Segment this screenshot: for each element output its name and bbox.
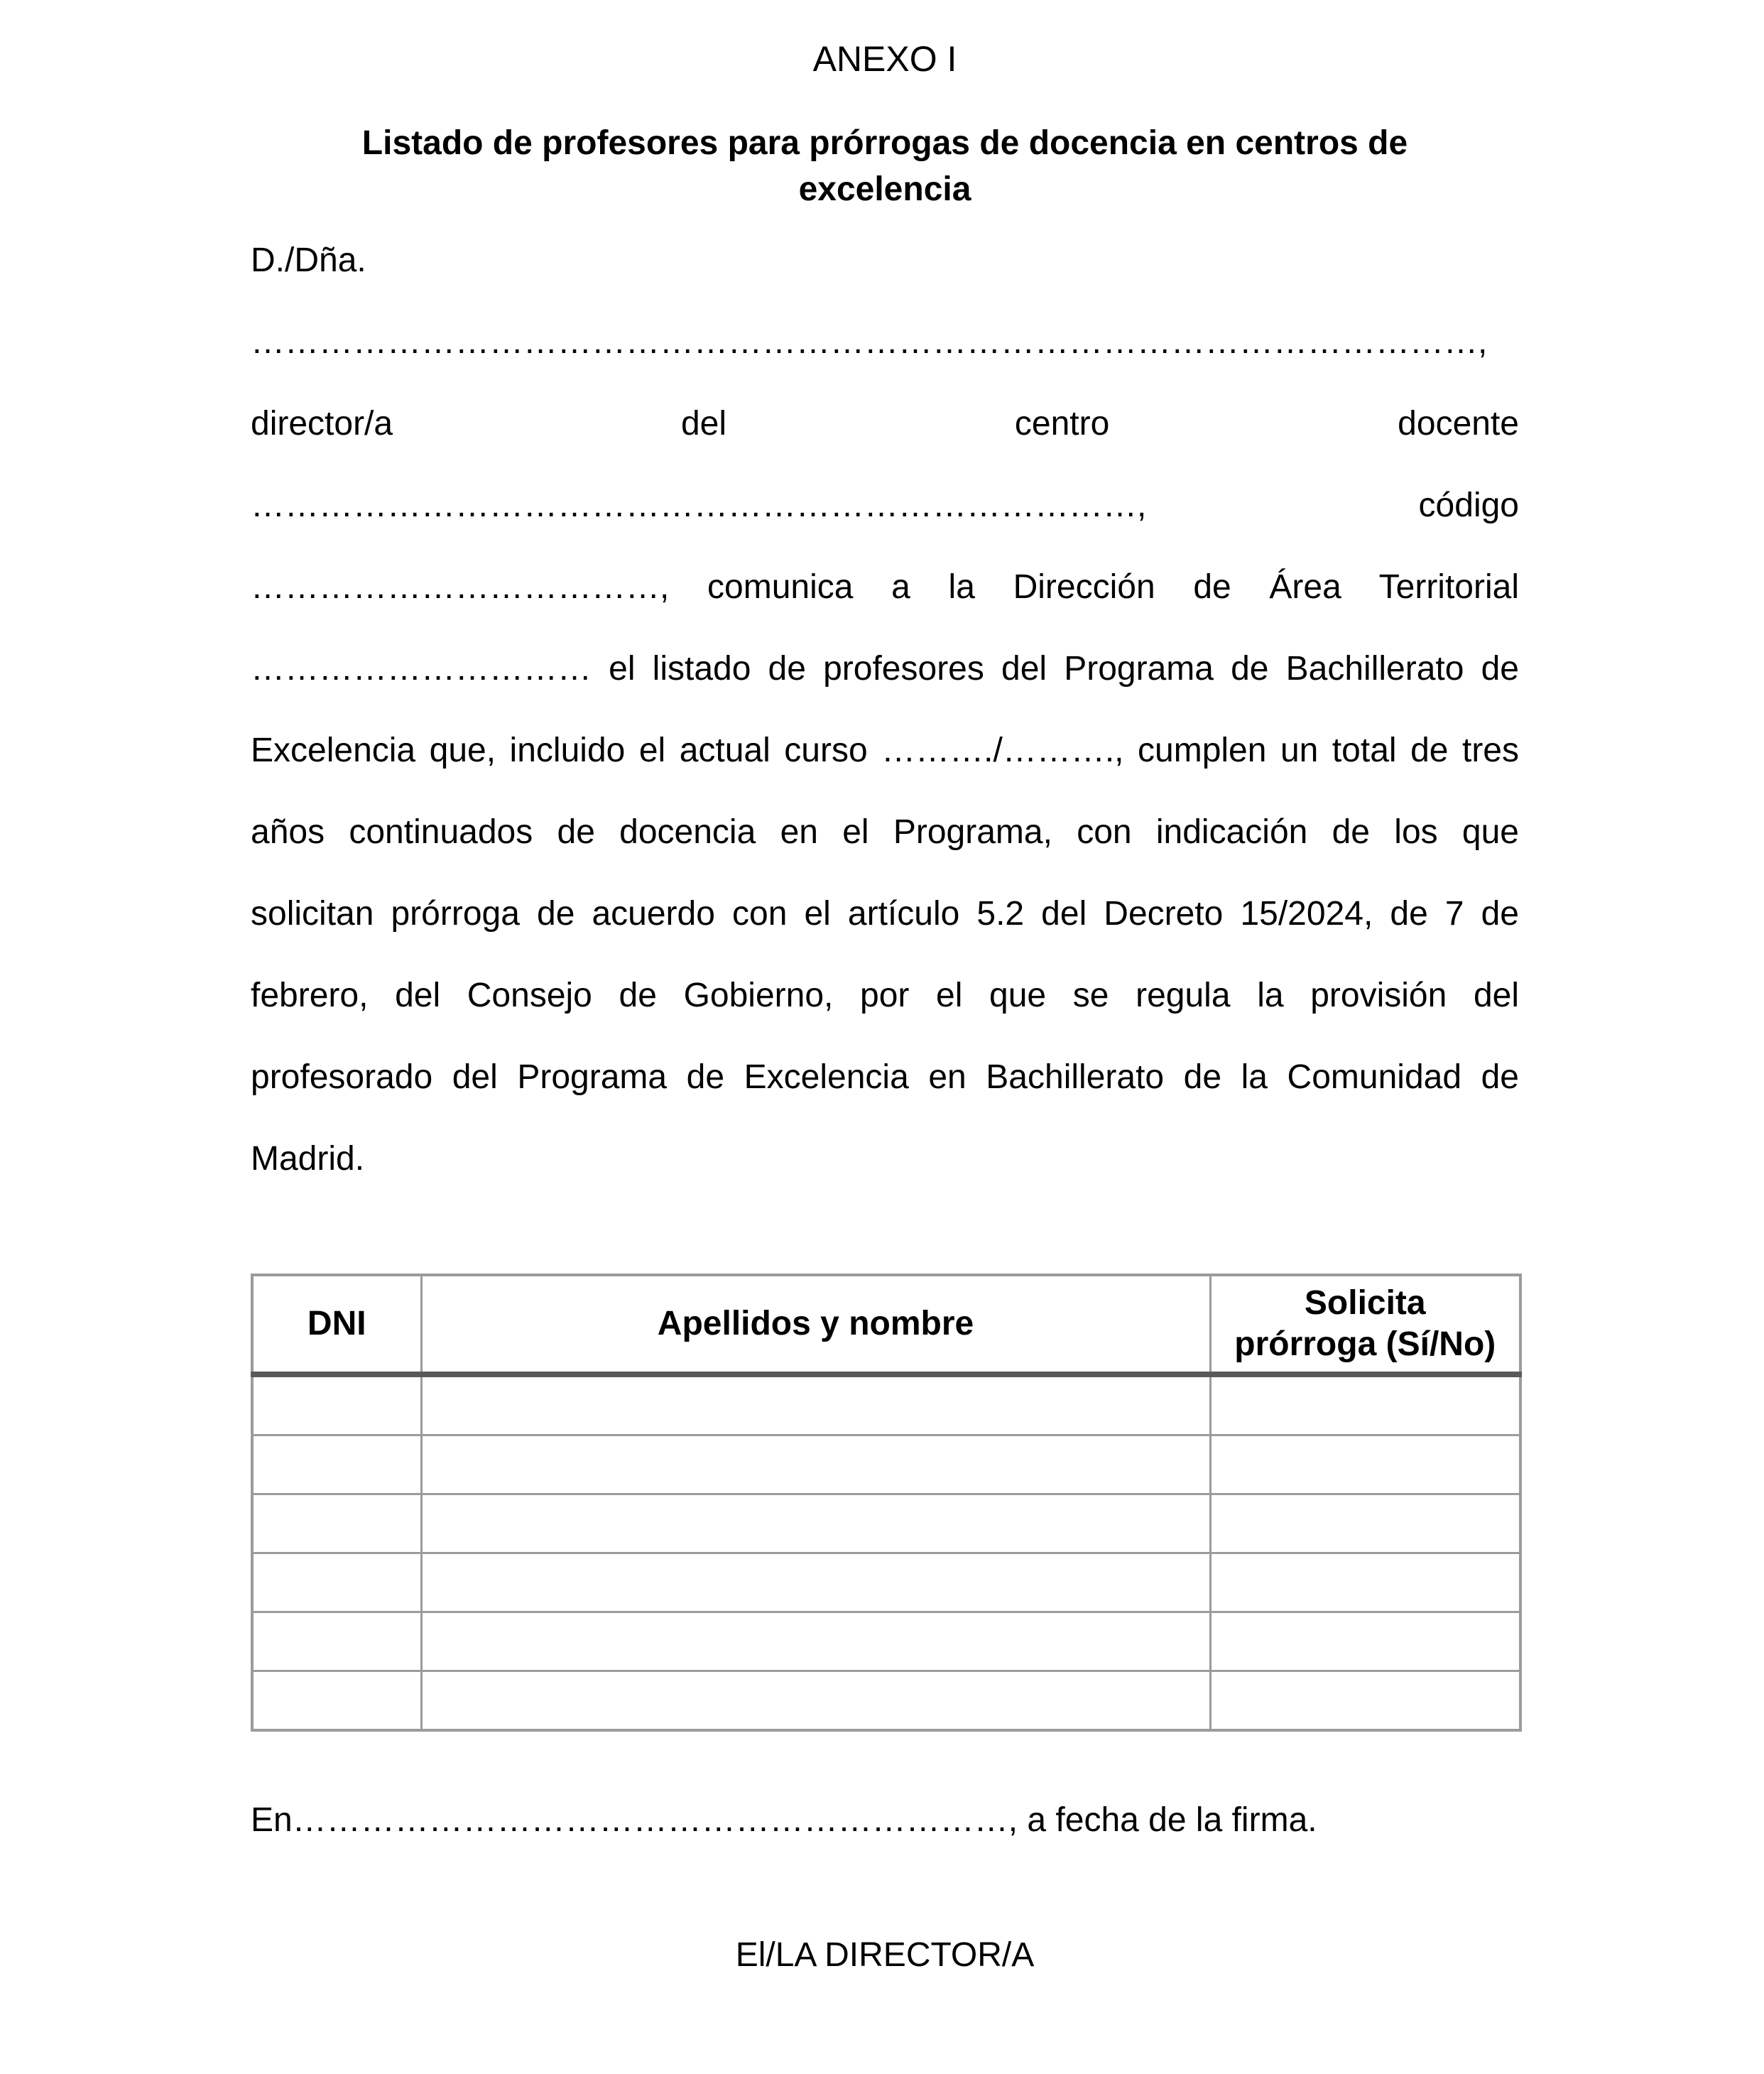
paragraph-line: solicitan prórroga de acuerdo con el artículo 5.2 del Decreto 15/2024, de 7 de [251, 895, 1519, 933]
table-header-text: DNI [307, 1305, 366, 1342]
table-cell-empty [1210, 1553, 1520, 1612]
heading-line-2: excelencia [798, 170, 971, 208]
paragraph-line: profesorado del Programa de Excelencia en Bachillerato de la Comunidad de [251, 1058, 1519, 1096]
table-header-text: Solicita [1304, 1284, 1426, 1322]
table-cell-empty [252, 1435, 421, 1494]
table-cell-empty [421, 1494, 1210, 1553]
table-cell-empty [252, 1494, 421, 1553]
table-cell-empty [252, 1671, 421, 1731]
table-header-row [252, 1275, 1520, 1374]
table-header-text: prórroga (Sí/No) [1234, 1325, 1496, 1363]
paragraph-line: ………………………………………………………………………………………………, [251, 323, 1488, 361]
table-row [252, 1671, 1520, 1731]
signature-title: El/LA DIRECTOR/A [735, 1936, 1035, 1974]
table-cell-empty [252, 1374, 421, 1435]
document-heading [251, 120, 1519, 212]
table-cell-empty [421, 1553, 1210, 1612]
table-row [252, 1553, 1520, 1612]
table-cell-empty [252, 1553, 421, 1612]
table-header-text: Apellidos y nombre [657, 1305, 974, 1342]
document-content [251, 39, 1519, 1977]
body-paragraph [251, 301, 1519, 1200]
paragraph-line: director/a del centro docente [251, 405, 1519, 443]
table-cell-empty [421, 1671, 1210, 1731]
paragraph-line: ………………………………, comunica a la Dirección de Área Territorial [251, 568, 1519, 606]
table-cell-empty [1210, 1612, 1520, 1671]
paragraph-line: ……………………………………………………………………, código [251, 487, 1519, 524]
paragraph-line: Madrid. [251, 1140, 365, 1178]
paragraph-line: años continuados de docencia en el Programa, con indicación de los que [251, 813, 1519, 851]
table-row [252, 1374, 1520, 1435]
table-cell-empty [1210, 1374, 1520, 1435]
table-header-cell [1210, 1275, 1520, 1374]
annex-title: ANEXO I [812, 39, 957, 79]
table-cell-empty [421, 1374, 1210, 1435]
table-cell-empty [1210, 1435, 1520, 1494]
paragraph-line: ………………………… el listado de profesores del Programa de Bachillerato de [251, 650, 1519, 688]
table-cell-empty [421, 1612, 1210, 1671]
salutation: D./Dña. [251, 241, 366, 279]
paragraph-line: Excelencia que, incluido el actual curso ………./………., cumplen un total de tres [251, 732, 1519, 769]
teachers-table [251, 1274, 1522, 1732]
table-cell-empty [252, 1612, 421, 1671]
paragraph-line: febrero, del Consejo de Gobierno, por el que se regula la provisión del [251, 977, 1519, 1014]
closing-line: En………………………………………………………, a fecha de la firma. [251, 1801, 1317, 1839]
heading-line-1: Listado de profesores para prórrogas de docencia en centros de [361, 124, 1408, 162]
table-row [252, 1494, 1520, 1553]
table-cell-empty [1210, 1494, 1520, 1553]
table-cell-empty [421, 1435, 1210, 1494]
table-cell-empty [1210, 1671, 1520, 1731]
table-row [252, 1612, 1520, 1671]
table-row [252, 1435, 1520, 1494]
table-header-cell [252, 1275, 421, 1374]
table-header-cell [421, 1275, 1210, 1374]
